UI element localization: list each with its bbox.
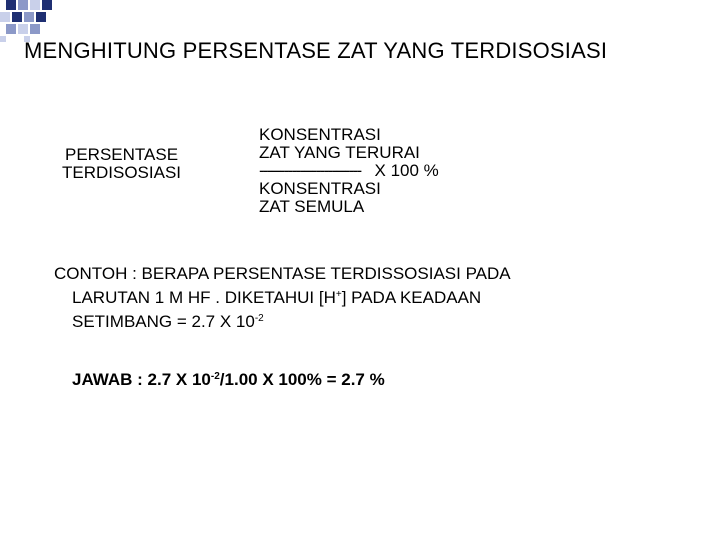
numerator-line-2: ZAT YANG TERURAI: [259, 143, 420, 162]
example-line-3: [54, 310, 654, 334]
example-line-2-tail: ] PADA KEADAAN: [341, 288, 482, 307]
deco-square: [30, 0, 40, 10]
formula-fraction: [259, 126, 439, 216]
denominator-line-1: KONSENTRASI: [259, 179, 381, 198]
superscript-exponent: -2: [254, 313, 264, 324]
formula-left-label: [62, 146, 181, 182]
deco-square: [30, 24, 40, 34]
deco-square: [0, 36, 6, 42]
deco-square: [12, 12, 22, 22]
example-line-3-text: SETIMBANG = 2.7 X 10: [72, 312, 255, 331]
left-label-line-1: PERSENTASE: [64, 145, 179, 164]
deco-square: [36, 12, 46, 22]
superscript-plus: +: [335, 289, 342, 300]
multiplier-text: X 100 %: [374, 161, 439, 180]
deco-square: [6, 0, 16, 10]
left-label-line-2: TERDISOSIASI: [62, 163, 182, 182]
answer-part-b: /1.00 X 100% = 2.7 %: [219, 370, 385, 389]
denominator-line-2: ZAT SEMULA: [259, 197, 365, 216]
deco-square: [6, 24, 16, 34]
page-title: MENGHITUNG PERSENTASE ZAT YANG TERDISOSIASI: [24, 38, 608, 63]
deco-square: [18, 0, 28, 10]
deco-square: [18, 24, 28, 34]
example-question: [54, 262, 654, 334]
deco-square: [0, 12, 10, 22]
example-line-2-text: LARUTAN 1 M HF . DIKETAHUI [H: [72, 288, 336, 307]
deco-square: [42, 0, 52, 10]
deco-square: [24, 12, 34, 22]
answer-exponent: -2: [210, 371, 220, 382]
example-line-1: CONTOH : BERAPA PERSENTASE TERDISSOSIASI PADA: [54, 264, 511, 283]
answer-text: [72, 370, 385, 390]
answer-part-a: JAWAB : 2.7 X 10: [72, 370, 211, 389]
numerator-line-1: KONSENTRASI: [259, 125, 381, 144]
fraction-divider: -------------------------: [259, 161, 361, 180]
fraction-divider-row: [259, 162, 439, 180]
example-line-2: [54, 286, 654, 310]
